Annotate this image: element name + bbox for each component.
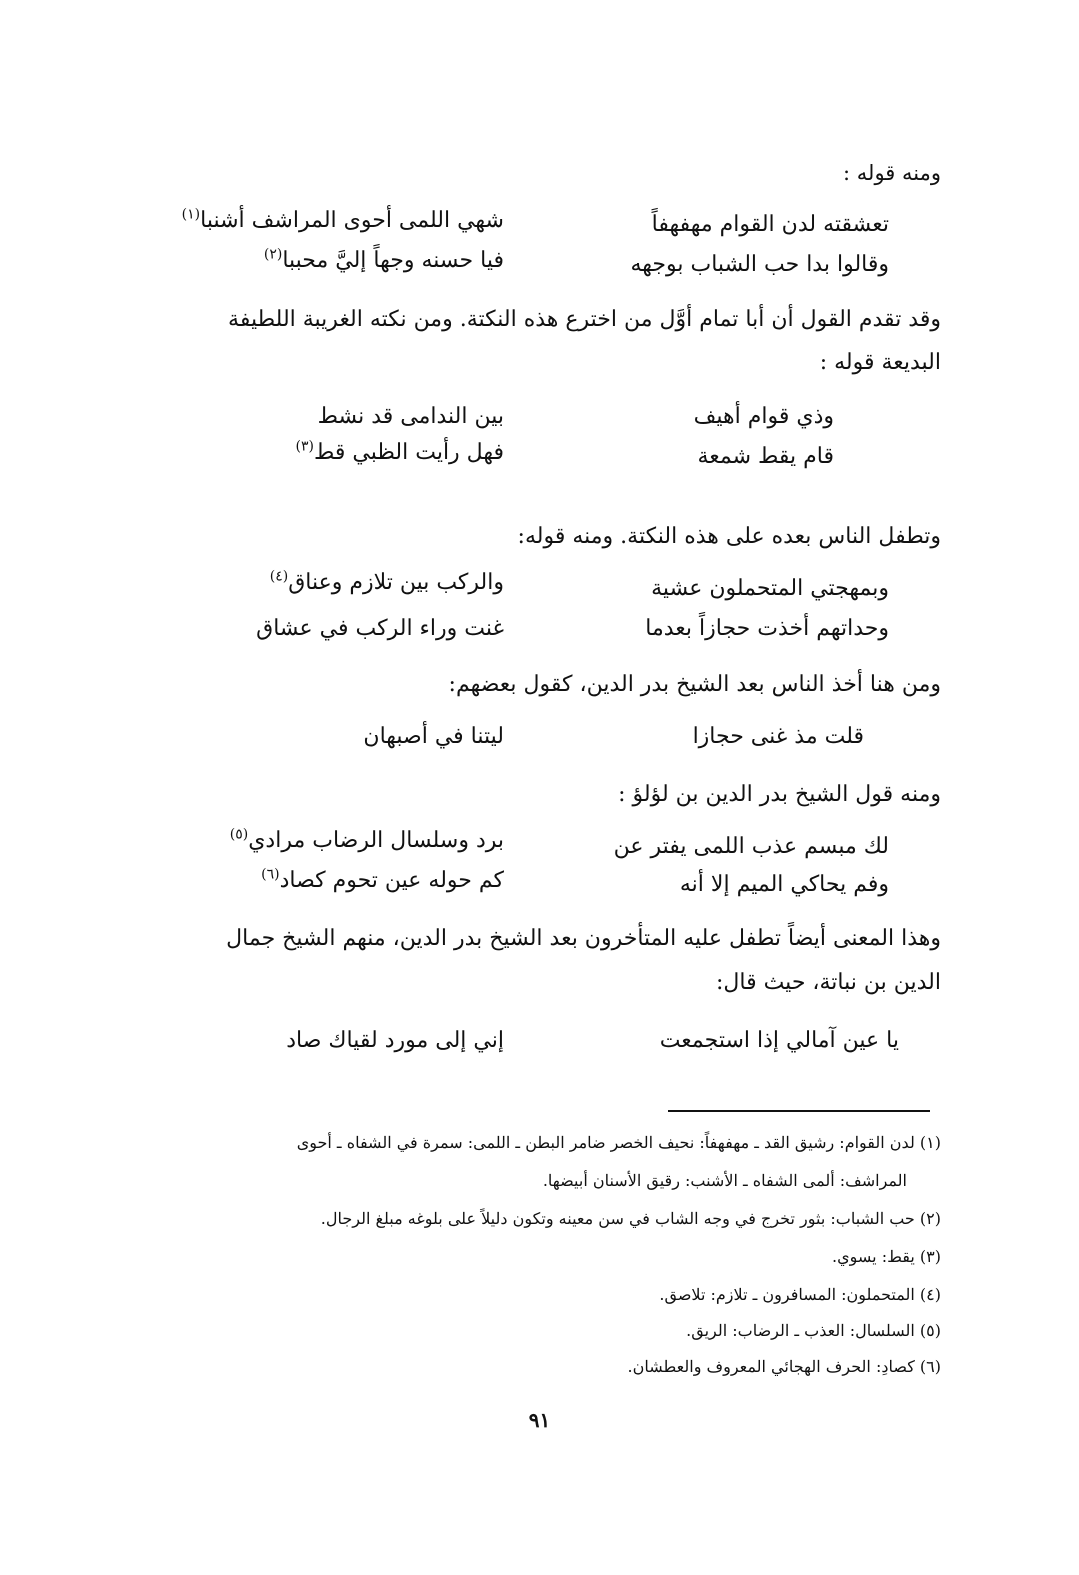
footnote-3: (٣) يقط: يسوي. [832, 1247, 941, 1266]
footnote-marker: (٢) [263, 246, 283, 263]
verse-4-right-hemistich: قام يقط شمعة [697, 444, 834, 469]
verse-1-left-hemistich: شهي اللمى أحوى المراشف أشنبا$^{(١)}$ [181, 206, 504, 233]
verse-10-right-hemistich: يا عين آمالي إذا استجمعت [659, 1028, 899, 1053]
verse-7-right-hemistich: قلت مذ غنى حجازا [692, 724, 864, 749]
footnote-6: (٦) كصادِ: الحرف الهجائي المعروف والعطشان. [627, 1357, 941, 1376]
verse-3-left-hemistich: بين الندامى قد نشط [317, 404, 504, 429]
verse-6-left-hemistich: غنت وراء الركب في عشاق [256, 616, 504, 641]
footnote-5: (٥) السلسال: العذب ـ الرضاب: الريق. [686, 1321, 941, 1340]
footnote-2: (٢) حب الشباب: بثور تخرج في وجه الشاب في سن معينه وتكون دليلاً على بلوغه مبلغ الرجال. [320, 1209, 941, 1228]
verse-5-left-hemistich: والركب بين تلازم وعناق$^{(٤)}$ [269, 568, 504, 595]
footnote-separator [668, 1110, 930, 1112]
footnote-marker: (٥) [229, 826, 249, 843]
verse-8-right-hemistich: لك مبسم عذب اللمى يفتر عن [613, 834, 889, 859]
paragraph-line: الدين بن نباتة، حيث قال: [715, 970, 941, 995]
paragraph-line: وقد تقدم القول أن أبا تمام أوَّل من اخترع هذه النكتة. ومن نكته الغريبة اللطيفة [228, 307, 941, 332]
verse-2-right-hemistich: وقالوا بدا حب الشباب بوجهه [630, 252, 889, 277]
footnote-1: (١) لدن القوام: رشيق القد ـ مهفهفاً: نحيف الخصر ضامر البطن ـ اللمى: سمرة في الشفاه ـ أحوى [296, 1133, 941, 1152]
verse-7-left-hemistich: ليتنا في أصبهان [363, 724, 504, 749]
footnote-marker: (٦) [261, 866, 280, 883]
page-number: ٩١ [528, 1408, 551, 1432]
paragraph-line: وهذا المعنى أيضاً تطفل عليه المتأخرون بعد الشيخ بدر الدين، منهم الشيخ جمال [226, 926, 941, 951]
verse-6-right-hemistich: وحداتهم أخذت حجازاً بعدما [645, 616, 889, 641]
verse-9-left-hemistich: كم حوله عين تحوم كصاد$^{(٦)}$ [261, 866, 504, 893]
verse-4-left-hemistich: فهل رأيت الظبي قط$^{(٣)}$ [295, 438, 504, 465]
footnote-marker: (٤) [269, 568, 289, 585]
verse-8-left-hemistich: برد وسلسال الرضاب مرادي$^{(٥)}$ [229, 826, 504, 853]
paragraph-line: البديعة قوله : [819, 350, 941, 375]
verse-2-left-hemistich: فيا حسنه وجهاً إليَّ محببا$^{(٢)}$ [263, 246, 504, 273]
paragraph-line: ومن هنا أخذ الناس بعد الشيخ بدر الدين، كقول بعضهم: [448, 672, 941, 697]
verse-10-left-hemistich: إني إلى مورد لقياك صاد [286, 1028, 504, 1053]
footnote-4: (٤) المتحملون: المسافرون ـ تلازم: تلاصق. [659, 1285, 941, 1304]
paragraph-line: ومنه قول الشيخ بدر الدين بن لؤلؤ : [618, 782, 941, 807]
verse-3-right-hemistich: وذي قوام أهيف [693, 404, 834, 429]
verse-1-right-hemistich: تعشقته لدن القوام مهفهفاً [651, 212, 889, 237]
verse-9-right-hemistich: وفم يحاكي الميم إلا أنه [679, 872, 889, 897]
paragraph-line: وتطفل الناس بعده على هذه النكتة. ومنه قوله: [517, 524, 941, 549]
footnote-marker: (٣) [295, 438, 314, 455]
footnote-1-continued: المراشف: ألمى الشفاه ـ الأشنب: رقيق الأسنان أبيضها. [542, 1171, 907, 1190]
verse-5-right-hemistich: وبمهجتي المتحملون عشية [651, 576, 889, 601]
section-heading: ومنه قوله : [843, 161, 941, 185]
footnote-marker: (١) [181, 206, 201, 223]
